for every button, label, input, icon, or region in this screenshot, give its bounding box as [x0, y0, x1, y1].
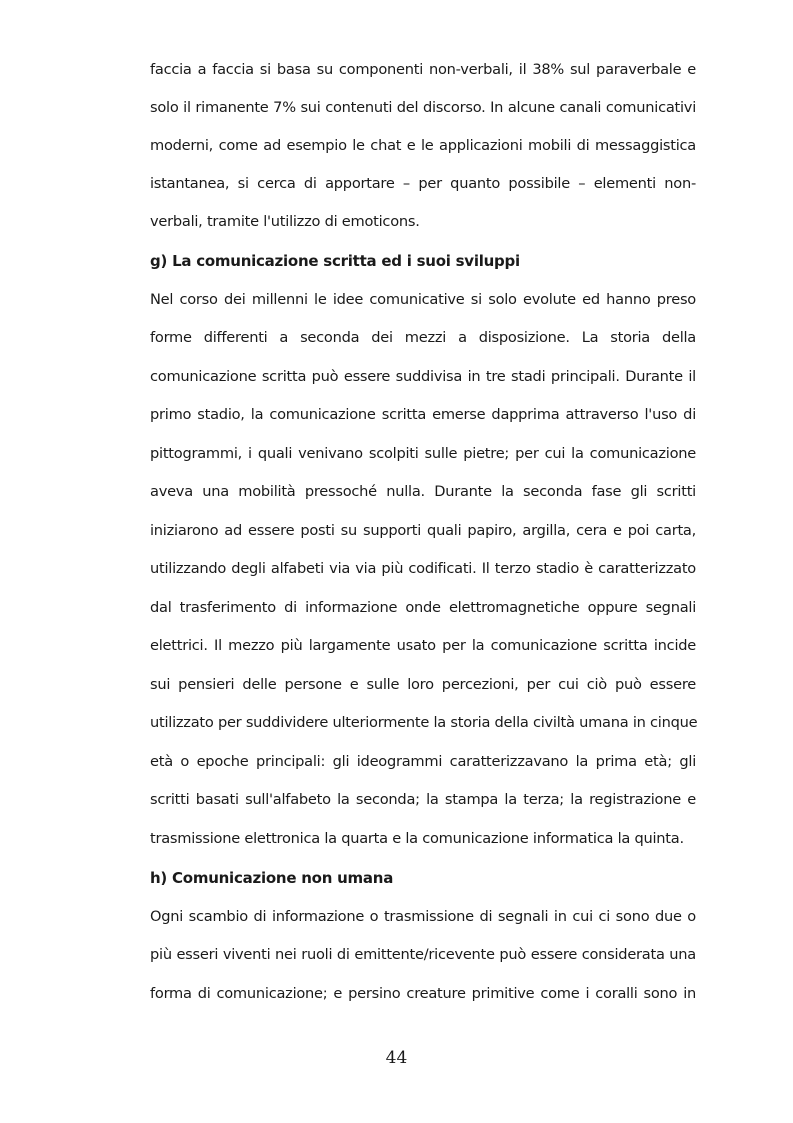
- paragraph-line: Nel corso dei millenni le idee comunicative si solo evolute ed hanno preso: [150, 291, 696, 308]
- paragraph-line: elettrici. Il mezzo più largamente usato per la comunicazione scritta incide: [150, 637, 696, 654]
- paragraph-line: trasmissione elettronica la quarta e la comunicazione informatica la quinta.: [150, 830, 684, 847]
- paragraph-line: sui pensieri delle persone e sulle loro percezioni, per cui ciò può essere: [150, 676, 696, 693]
- section-heading-h: h) Comunicazione non umana: [150, 869, 394, 887]
- page-number: 44: [385, 1048, 408, 1068]
- paragraph-line: dal trasferimento di informazione onde elettromagnetiche oppure segnali: [150, 599, 696, 616]
- section-heading-g: g) La comunicazione scritta ed i suoi sviluppi: [150, 252, 520, 270]
- paragraph-line: età o epoche principali: gli ideogrammi caratterizzavano la prima età; gli: [150, 753, 696, 770]
- paragraph-line: forma di comunicazione; e persino creature primitive come i coralli sono in: [150, 985, 696, 1002]
- paragraph-line: comunicazione scritta può essere suddivisa in tre stadi principali. Durante il: [150, 368, 696, 385]
- paragraph-line: più esseri viventi nei ruoli di emittente/ricevente può essere considerata una: [150, 946, 696, 963]
- paragraph-line: utilizzando degli alfabeti via via più codificati. Il terzo stadio è caratterizzato: [150, 560, 696, 577]
- paragraph-line: iniziarono ad essere posti su supporti quali papiro, argilla, cera e poi carta,: [150, 522, 696, 539]
- paragraph-line: Ogni scambio di informazione o trasmissione di segnali in cui ci sono due o: [150, 908, 696, 925]
- paragraph-line: aveva una mobilità pressoché nulla. Durante la seconda fase gli scritti: [150, 483, 696, 500]
- paragraph-line: verbali, tramite l'utilizzo di emoticons.: [150, 213, 420, 230]
- paragraph-line: faccia a faccia si basa su componenti non-verbali, il 38% sul paraverbale e: [150, 61, 696, 78]
- paragraph-line: solo il rimanente 7% sui contenuti del discorso. In alcune canali comunicativi: [150, 99, 696, 116]
- paragraph-line: istantanea, si cerca di apportare – per quanto possibile – elementi non-: [150, 175, 696, 192]
- paragraph-line: primo stadio, la comunicazione scritta emerse dapprima attraverso l'uso di: [150, 406, 696, 423]
- paragraph-line: forme differenti a seconda dei mezzi a disposizione. La storia della: [150, 329, 696, 346]
- paragraph-line: utilizzato per suddividere ulteriormente la storia della civiltà umana in cinque: [150, 714, 698, 731]
- paragraph-line: scritti basati sull'alfabeto la seconda; la stampa la terza; la registrazione e: [150, 791, 696, 808]
- paragraph-line: moderni, come ad esempio le chat e le applicazioni mobili di messaggistica: [150, 137, 696, 154]
- paragraph-line: pittogrammi, i quali venivano scolpiti sulle pietre; per cui la comunicazione: [150, 445, 696, 462]
